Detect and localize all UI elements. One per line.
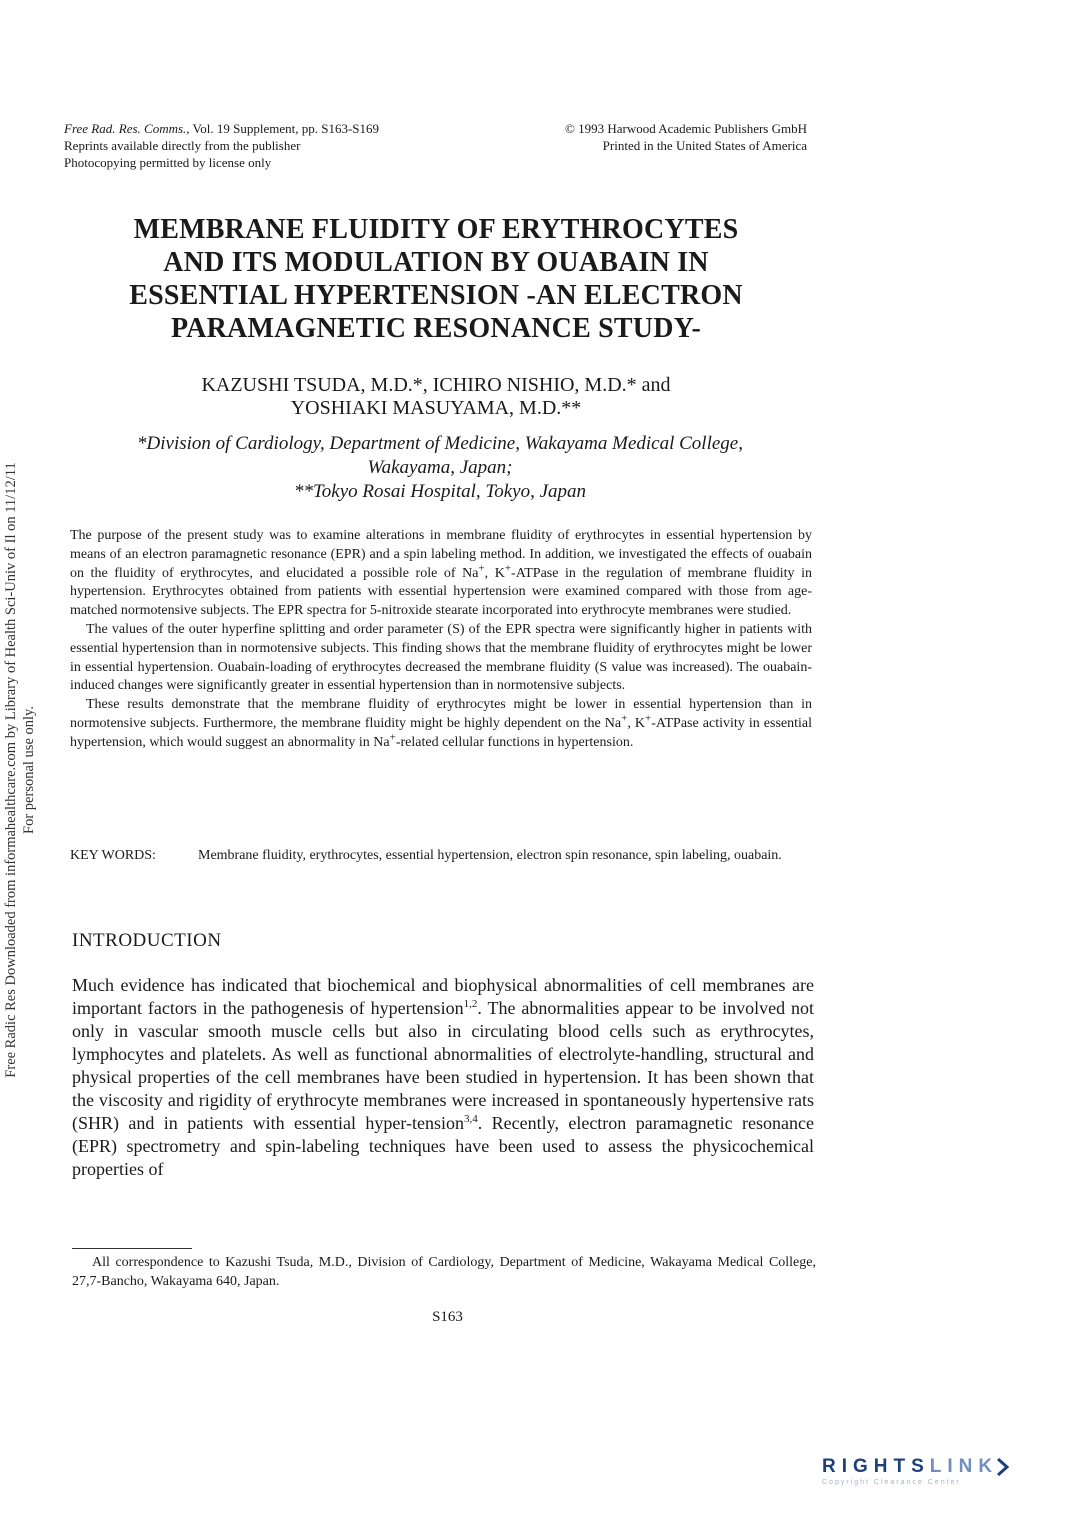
watermark-line-2: For personal use only.: [21, 706, 37, 834]
reference-1-2: 1,2: [463, 998, 478, 1010]
abstract-paragraph-3: These results demonstrate that the membrane fluidity of erythrocytes might be lower in essential hypertension than in normotensive subjects. Furthermore, the membrane fluidity might be highly dependent on the Na+, K+-ATPase activity in essential hypertension, which would suggest an abnormality in Na+-related cellular functions in hypertension.: [70, 697, 812, 750]
authors-line-1: KAZUSHI TSUDA, M.D.*, ICHIRO NISHIO, M.D.* and: [201, 374, 671, 396]
footnote-divider: [72, 1248, 192, 1249]
title-line-2: AND ITS MODULATION BY OUABAIN IN: [163, 247, 709, 278]
author-list: [85, 374, 787, 420]
photocopy-note: Photocopying permitted by license only: [64, 155, 272, 170]
citation: , Vol. 19 Supplement, pp. S163-S169: [186, 121, 380, 136]
page-number: S163: [432, 1309, 463, 1325]
download-watermark: [0, 395, 50, 1145]
affiliations: [60, 432, 820, 504]
affiliation-line-2: Wakayama, Japan;: [367, 457, 513, 478]
keywords-label: KEY WORDS:: [70, 848, 156, 863]
keywords: [70, 846, 812, 865]
publication-info: [64, 120, 379, 171]
abstract: [70, 527, 812, 753]
reprints-note: Reprints available directly from the publisher: [64, 138, 301, 153]
logo-rights-text: RIGHTS: [822, 1456, 930, 1477]
introduction-paragraph: Much evidence has indicated that biochemical and biophysical abnormalities of cell membranes are important factors in the pathogenesis of hypertension$^{1,2}$. The abnormalities appear to be involved not only in vascular smooth muscle cells but also in circulating blood cells such as erythrocytes, lymphocytes and platelets. As well as functional abnormalities of electrolyte-handling, structural and physical properties of the cell membranes have been studied in hypertension. It has been shown that the viscosity and rigidity of erythrocyte membranes were increased in spontaneously hypertensive rats (SHR) and in patients with essential hyper-tension$^{3,4}$. Recently, electron paramagnetic resonance (EPR) spectrometry and spin-labeling techniques have been used to assess the physicochemical properties of: [72, 975, 815, 1179]
chevron-right-icon: [996, 1457, 1010, 1477]
copyright-line: © 1993 Harwood Academic Publishers GmbH: [564, 121, 807, 136]
rightslink-logo[interactable]: [822, 1456, 1062, 1496]
reference-3-4: 3,4: [463, 1113, 478, 1125]
affiliation-line-1: *Division of Cardiology, Department of Medicine, Wakayama Medical College,: [137, 433, 743, 454]
title-line-1: MEMBRANE FLUIDITY OF ERYTHROCYTES: [133, 214, 739, 245]
citation-line: [64, 120, 379, 137]
printed-line: Printed in the United States of America: [602, 138, 807, 153]
copyright-info: [565, 120, 807, 154]
correspondence-footnote: All correspondence to Kazushi Tsuda, M.D., Division of Cardiology, Department of Medicine, Wakayama Medical College, 27,7-Bancho, Wakayama 640, Japan.: [72, 1255, 816, 1289]
title-line-4: PARAMAGNETIC RESONANCE STUDY-: [170, 313, 702, 344]
journal-name: Free Rad. Res. Comms.: [64, 121, 187, 136]
affiliation-line-3: **Tokyo Rosai Hospital, Tokyo, Japan: [293, 481, 587, 502]
logo-subtitle: Copyright Clearance Center: [822, 1479, 961, 1486]
logo-link-text: LINK: [929, 1456, 999, 1477]
keywords-text: Membrane fluidity, erythrocytes, essential hypertension, electron spin resonance, spin labeling, ouabain.: [198, 848, 782, 863]
watermark-line-1: Free Radic Res Downloaded from informahealthcare.com by Library of Health Sci-Univ of Il on 11/12/11: [3, 462, 19, 1078]
authors-line-2: YOSHIAKI MASUYAMA, M.D.**: [290, 397, 582, 419]
title-line-3: ESSENTIAL HYPERTENSION -AN ELECTRON: [129, 280, 743, 311]
article-title: [85, 213, 787, 345]
abstract-paragraph-2: The values of the outer hyperfine splitting and order parameter (S) of the EPR spectra were significantly higher in patients with essential hypertension than in normotensive subjects. This finding shows that the membrane fluidity of erythrocytes might be lower in essential hypertension. Ouabain-loading of erythrocytes decreased the membrane fluidity (S value was increased). The ouabain-induced changes were significantly greater in essential hypertension than in normotensive subjects.: [70, 621, 812, 694]
introduction-heading: INTRODUCTION: [72, 930, 222, 951]
abstract-paragraph-1: The purpose of the present study was to examine alterations in membrane fluidity of erythrocytes in essential hypertension by means of an electron paramagnetic resonance (EPR) and a spin labeling method. In addition, we investigated the effects of ouabain on the fluidity of erythrocytes, and elucidated a possible role of Na+, K+-ATPase in the regulation of membrane fluidity in hypertension. Erythrocytes obtained from patients with essential hypertension were examined compared with those from age-matched normotensive subjects. The EPR spectra for 5-nitroxide stearate incorporated into erythrocyte membranes were studied.: [70, 528, 812, 619]
